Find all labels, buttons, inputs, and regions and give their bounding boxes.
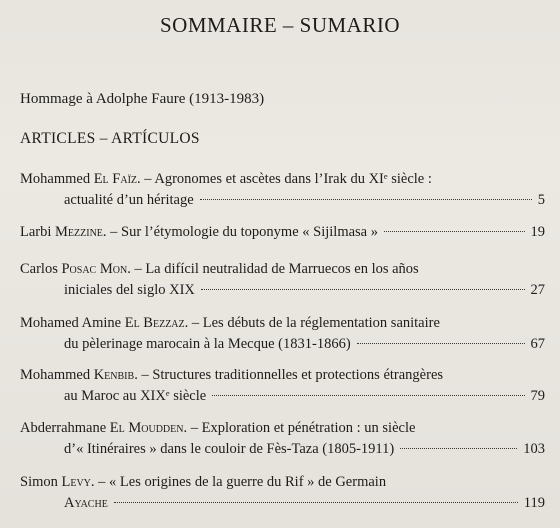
article-title: . – Exploration et pénétration : un siècle [183, 420, 416, 436]
toc-entry [20, 472, 545, 514]
author-last-name: Levy [61, 474, 91, 490]
page-number: 5 [537, 192, 545, 208]
article-title: . – Structures traditionnelles et protections étrangères [134, 367, 444, 383]
author-first-name: Carlos [20, 261, 58, 277]
author-first-name: Mohamed Amine [20, 315, 122, 331]
toc-entry [20, 418, 545, 460]
toc-entry [20, 365, 545, 407]
toc-entry [20, 222, 545, 243]
article-title: . – Sur l’étymologie du toponyme « Sijilmasa » [102, 224, 378, 240]
article-title: . – Les débuts de la réglementation sanitaire [184, 315, 440, 331]
dot-leader [400, 448, 517, 449]
author-first-name: Simon [20, 474, 58, 490]
page-number: 119 [523, 495, 545, 511]
page-number: 67 [530, 336, 545, 352]
author-last-name: Posac Mon [61, 261, 128, 277]
article-title: . – La difícil neutralidad de Marruecos en los años [127, 261, 419, 277]
article-title-continued: iniciales del siglo XIX [64, 282, 195, 298]
article-title: . – « Les origines de la guerre du Rif » de Germain [90, 474, 387, 490]
article-title-continued: Ayache [64, 495, 108, 511]
author-first-name: Mohammed [20, 171, 91, 187]
dot-leader [357, 343, 525, 344]
author-first-name: Abderrahmane [20, 420, 107, 436]
dot-leader [201, 289, 525, 290]
author-last-name: El Bezzaz [124, 315, 185, 331]
author-first-name: Mohammed [20, 367, 91, 383]
section-heading-articles: ARTICLES – ARTÍCULOS [20, 130, 200, 147]
page-title: SOMMAIRE – SUMARIO [159, 13, 401, 37]
article-title-continued: d’« Itinéraires » dans le couloir de Fès-Taza (1805-1911) [64, 441, 395, 457]
page-number: 103 [523, 441, 545, 457]
author-last-name: Mezzine [55, 224, 103, 240]
article-title-continued: au Maroc au XIXᵉ siècle [64, 388, 207, 404]
author-last-name: El Moudden [109, 420, 184, 436]
author-first-name: Larbi [20, 224, 52, 240]
page-number: 19 [530, 224, 545, 240]
toc-entry [20, 313, 545, 355]
page-number: 79 [530, 388, 545, 404]
article-title-continued: actualité d’un héritage [64, 192, 194, 208]
article-title: . – Agronomes et ascètes dans l’Irak du XIᵉ siècle : [137, 171, 432, 187]
dot-leader [384, 231, 525, 232]
author-last-name: El Faïz [93, 171, 138, 187]
hommage-line: Hommage à Adolphe Faure (1913-1983) [20, 91, 265, 107]
author-last-name: Kenbib [93, 367, 135, 383]
toc-entry [20, 169, 545, 211]
dot-leader [114, 502, 518, 503]
dot-leader [212, 395, 524, 396]
dot-leader [200, 199, 532, 200]
toc-entry [20, 259, 545, 301]
page-number: 27 [530, 282, 545, 298]
article-title-continued: du pèlerinage marocain à la Mecque (1831-1866) [64, 336, 351, 352]
